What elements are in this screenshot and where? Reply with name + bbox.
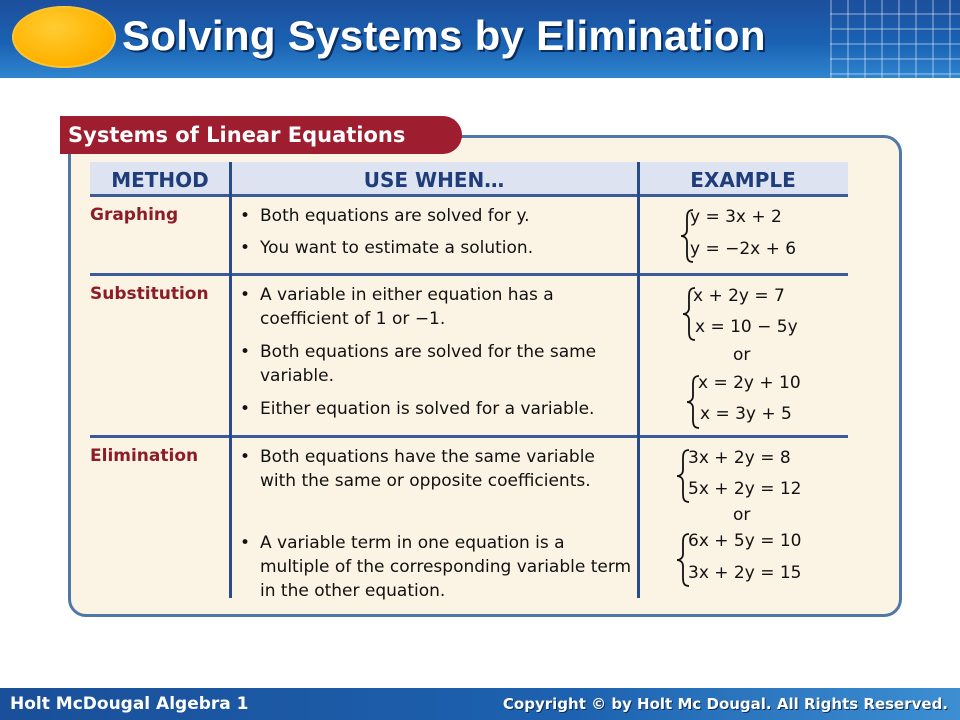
- column-header-example: EXAMPLE: [690, 168, 796, 192]
- method-elimination: Elimination: [90, 446, 199, 466]
- column-divider: [229, 162, 232, 598]
- list-item: • Either equation is solved for a variable.: [240, 399, 595, 419]
- example-equation: x + 2y = 7: [693, 286, 785, 306]
- list-item: • You want to estimate a solution.: [240, 238, 534, 258]
- example-equation: 6x + 5y = 10: [688, 531, 802, 551]
- table-header-rule: [90, 194, 848, 197]
- example-equation: 5x + 2y = 12: [688, 479, 802, 499]
- footer-copyright: Copyright © by Holt Mc Dougal. All Rights Reserved.: [502, 695, 948, 713]
- or-label: or: [733, 505, 751, 525]
- column-header-use-when: USE WHEN…: [363, 168, 505, 192]
- list-item: • Both equations are solved for y.: [240, 206, 530, 226]
- footer-bar: [0, 688, 960, 720]
- row-divider: [90, 435, 848, 438]
- example-equation: y = 3x + 2: [690, 207, 782, 227]
- method-substitution: Substitution: [90, 284, 209, 304]
- list-item: • Both equations have the same variable with the same or opposite coefficients.: [240, 447, 595, 491]
- list-item: • A variable in either equation has a coefficient of 1 or −1.: [240, 285, 554, 329]
- example-equation: x = 2y + 10: [698, 373, 801, 393]
- list-item: • Both equations are solved for the same variable.: [240, 342, 597, 386]
- page-title: Solving Systems by Elimination: [122, 12, 766, 59]
- list-item: • A variable term in one equation is a multiple of the corresponding variable term in the other equation.: [240, 533, 632, 601]
- footer-course-title: Holt McDougal Algebra 1: [10, 694, 249, 714]
- row-divider: [90, 273, 848, 276]
- column-header-method: METHOD: [111, 168, 209, 192]
- method-graphing: Graphing: [90, 205, 179, 225]
- example-equation: y = −2x + 6: [690, 239, 797, 259]
- panel-tab-label: Systems of Linear Equations: [60, 116, 462, 154]
- example-equation: x = 10 − 5y: [695, 317, 798, 337]
- example-equation: 3x + 2y = 15: [688, 563, 802, 583]
- column-divider: [637, 162, 640, 598]
- example-equation: x = 3y + 5: [700, 404, 792, 424]
- header-bar: [0, 0, 960, 78]
- logo-oval: [12, 6, 116, 68]
- example-equation: 3x + 2y = 8: [688, 448, 791, 468]
- header-grid-decoration: [830, 0, 960, 78]
- table-header: [90, 162, 848, 196]
- or-label: or: [733, 345, 751, 365]
